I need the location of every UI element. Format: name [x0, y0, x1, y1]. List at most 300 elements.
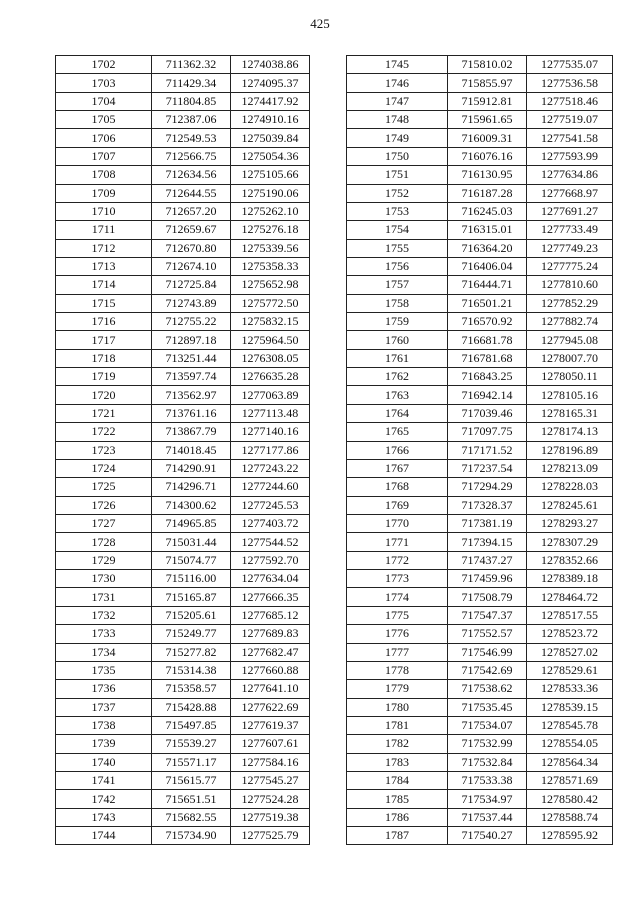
point-number-cell: 1770: [347, 514, 448, 532]
table-row: [347, 459, 613, 477]
table-row: [347, 202, 613, 220]
x-coordinate-cell: 717328.37: [448, 496, 527, 514]
point-number-cell: 1726: [56, 496, 152, 514]
point-number-cell: 1721: [56, 404, 152, 422]
point-number-cell: 1730: [56, 570, 152, 588]
x-coordinate-cell: 715277.82: [152, 643, 231, 661]
table-row: [347, 349, 613, 367]
x-coordinate-cell: 716315.01: [448, 221, 527, 239]
table-row: [347, 808, 613, 826]
x-coordinate-cell: 714296.71: [152, 478, 231, 496]
y-coordinate-cell: 1278464.72: [527, 588, 613, 606]
x-coordinate-cell: 717534.97: [448, 790, 527, 808]
point-number-cell: 1728: [56, 533, 152, 551]
point-number-cell: 1720: [56, 386, 152, 404]
table-row: [347, 827, 613, 845]
x-coordinate-cell: 715074.77: [152, 551, 231, 569]
x-coordinate-cell: 717547.37: [448, 606, 527, 624]
x-coordinate-cell: 712566.75: [152, 147, 231, 165]
table-row: [56, 147, 310, 165]
y-coordinate-cell: 1277810.60: [527, 276, 613, 294]
y-coordinate-cell: 1277535.07: [527, 56, 613, 74]
y-coordinate-cell: 1277545.27: [231, 772, 310, 790]
point-number-cell: 1776: [347, 625, 448, 643]
table-row: [56, 808, 310, 826]
y-coordinate-cell: 1277403.72: [231, 514, 310, 532]
table-row: [347, 92, 613, 110]
point-number-cell: 1744: [56, 827, 152, 845]
y-coordinate-cell: 1278165.31: [527, 404, 613, 422]
y-coordinate-cell: 1277063.89: [231, 386, 310, 404]
y-coordinate-cell: 1278529.61: [527, 661, 613, 679]
point-number-cell: 1769: [347, 496, 448, 514]
x-coordinate-cell: 717039.46: [448, 404, 527, 422]
table-row: [56, 533, 310, 551]
x-coordinate-cell: 717532.99: [448, 735, 527, 753]
x-coordinate-cell: 712725.84: [152, 276, 231, 294]
table-row: [56, 570, 310, 588]
x-coordinate-cell: 716681.78: [448, 331, 527, 349]
y-coordinate-cell: 1277177.86: [231, 441, 310, 459]
table-row: [56, 496, 310, 514]
table-row: [56, 661, 310, 679]
x-coordinate-cell: 711804.85: [152, 92, 231, 110]
point-number-cell: 1735: [56, 661, 152, 679]
x-coordinate-cell: 717533.38: [448, 772, 527, 790]
point-number-cell: 1763: [347, 386, 448, 404]
x-coordinate-cell: 712644.55: [152, 184, 231, 202]
x-coordinate-cell: 716187.28: [448, 184, 527, 202]
y-coordinate-cell: 1277634.04: [231, 570, 310, 588]
x-coordinate-cell: 715314.38: [152, 661, 231, 679]
x-coordinate-cell: 716009.31: [448, 129, 527, 147]
table-row: [56, 368, 310, 386]
y-coordinate-cell: 1275832.15: [231, 313, 310, 331]
point-number-cell: 1787: [347, 827, 448, 845]
y-coordinate-cell: 1277775.24: [527, 257, 613, 275]
table-row: [347, 74, 613, 92]
y-coordinate-cell: 1278533.36: [527, 680, 613, 698]
point-number-cell: 1771: [347, 533, 448, 551]
point-number-cell: 1759: [347, 313, 448, 331]
point-number-cell: 1707: [56, 147, 152, 165]
table-row: [56, 276, 310, 294]
x-coordinate-cell: 717437.27: [448, 551, 527, 569]
y-coordinate-cell: 1275276.18: [231, 221, 310, 239]
point-number-cell: 1743: [56, 808, 152, 826]
x-coordinate-cell: 711362.32: [152, 56, 231, 74]
point-number-cell: 1703: [56, 74, 152, 92]
point-number-cell: 1736: [56, 680, 152, 698]
y-coordinate-cell: 1277882.74: [527, 313, 613, 331]
y-coordinate-cell: 1275339.56: [231, 239, 310, 257]
y-coordinate-cell: 1277691.27: [527, 202, 613, 220]
x-coordinate-cell: 713867.79: [152, 423, 231, 441]
y-coordinate-cell: 1278245.61: [527, 496, 613, 514]
x-coordinate-cell: 717097.75: [448, 423, 527, 441]
y-coordinate-cell: 1276308.05: [231, 349, 310, 367]
x-coordinate-cell: 711429.34: [152, 74, 231, 92]
x-coordinate-cell: 712387.06: [152, 111, 231, 129]
y-coordinate-cell: 1278105.16: [527, 386, 613, 404]
y-coordinate-cell: 1277541.58: [527, 129, 613, 147]
point-number-cell: 1778: [347, 661, 448, 679]
x-coordinate-cell: 712674.10: [152, 257, 231, 275]
point-number-cell: 1765: [347, 423, 448, 441]
point-number-cell: 1717: [56, 331, 152, 349]
x-coordinate-cell: 712755.22: [152, 313, 231, 331]
point-number-cell: 1722: [56, 423, 152, 441]
point-number-cell: 1764: [347, 404, 448, 422]
x-coordinate-cell: 717546.99: [448, 643, 527, 661]
coordinates-table-left: [55, 55, 310, 845]
y-coordinate-cell: 1277641.10: [231, 680, 310, 698]
y-coordinate-cell: 1277524.28: [231, 790, 310, 808]
point-number-cell: 1708: [56, 166, 152, 184]
table-row: [347, 496, 613, 514]
x-coordinate-cell: 712634.56: [152, 166, 231, 184]
table-row: [56, 423, 310, 441]
y-coordinate-cell: 1274038.86: [231, 56, 310, 74]
x-coordinate-cell: 715615.77: [152, 772, 231, 790]
point-number-cell: 1734: [56, 643, 152, 661]
table-row: [56, 514, 310, 532]
x-coordinate-cell: 716570.92: [448, 313, 527, 331]
point-number-cell: 1714: [56, 276, 152, 294]
x-coordinate-cell: 717538.62: [448, 680, 527, 698]
x-coordinate-cell: 715249.77: [152, 625, 231, 643]
point-number-cell: 1704: [56, 92, 152, 110]
table-row: [347, 680, 613, 698]
table-row: [347, 221, 613, 239]
point-number-cell: 1710: [56, 202, 152, 220]
table-row: [56, 184, 310, 202]
point-number-cell: 1781: [347, 716, 448, 734]
point-number-cell: 1750: [347, 147, 448, 165]
x-coordinate-cell: 714290.91: [152, 459, 231, 477]
table-row: [347, 570, 613, 588]
table-row: [347, 551, 613, 569]
y-coordinate-cell: 1277682.47: [231, 643, 310, 661]
y-coordinate-cell: 1277685.12: [231, 606, 310, 624]
x-coordinate-cell: 717459.96: [448, 570, 527, 588]
table-row: [56, 716, 310, 734]
table-row: [347, 276, 613, 294]
point-number-cell: 1715: [56, 294, 152, 312]
y-coordinate-cell: 1278527.02: [527, 643, 613, 661]
y-coordinate-cell: 1277593.99: [527, 147, 613, 165]
x-coordinate-cell: 717542.69: [448, 661, 527, 679]
table-row: [56, 698, 310, 716]
x-coordinate-cell: 713251.44: [152, 349, 231, 367]
y-coordinate-cell: 1277607.61: [231, 735, 310, 753]
point-number-cell: 1755: [347, 239, 448, 257]
table-row: [347, 166, 613, 184]
table-row: [347, 790, 613, 808]
x-coordinate-cell: 717540.27: [448, 827, 527, 845]
table-row: [347, 294, 613, 312]
table-row: [56, 386, 310, 404]
point-number-cell: 1733: [56, 625, 152, 643]
table-row: [347, 588, 613, 606]
table-row: [56, 404, 310, 422]
y-coordinate-cell: 1278588.74: [527, 808, 613, 826]
y-coordinate-cell: 1277619.37: [231, 716, 310, 734]
y-coordinate-cell: 1278571.69: [527, 772, 613, 790]
y-coordinate-cell: 1277660.88: [231, 661, 310, 679]
x-coordinate-cell: 717381.19: [448, 514, 527, 532]
table-row: [347, 313, 613, 331]
x-coordinate-cell: 715571.17: [152, 753, 231, 771]
y-coordinate-cell: 1277749.23: [527, 239, 613, 257]
page-number: 425: [310, 16, 330, 31]
x-coordinate-cell: 716781.68: [448, 349, 527, 367]
point-number-cell: 1748: [347, 111, 448, 129]
x-coordinate-cell: 714965.85: [152, 514, 231, 532]
table-row: [56, 772, 310, 790]
table-row: [56, 441, 310, 459]
y-coordinate-cell: 1278539.15: [527, 698, 613, 716]
table-row: [56, 294, 310, 312]
point-number-cell: 1753: [347, 202, 448, 220]
y-coordinate-cell: 1277622.69: [231, 698, 310, 716]
x-coordinate-cell: 716843.25: [448, 368, 527, 386]
y-coordinate-cell: 1278545.78: [527, 716, 613, 734]
point-number-cell: 1773: [347, 570, 448, 588]
table-row: [56, 349, 310, 367]
x-coordinate-cell: 713562.97: [152, 386, 231, 404]
x-coordinate-cell: 716364.20: [448, 239, 527, 257]
y-coordinate-cell: 1277592.70: [231, 551, 310, 569]
y-coordinate-cell: 1274417.92: [231, 92, 310, 110]
point-number-cell: 1738: [56, 716, 152, 734]
y-coordinate-cell: 1276635.28: [231, 368, 310, 386]
table-row: [56, 202, 310, 220]
x-coordinate-cell: 717535.45: [448, 698, 527, 716]
x-coordinate-cell: 716130.95: [448, 166, 527, 184]
table-row: [56, 129, 310, 147]
table-row: [56, 459, 310, 477]
table-row: [56, 239, 310, 257]
table-row: [56, 827, 310, 845]
point-number-cell: 1706: [56, 129, 152, 147]
x-coordinate-cell: 712743.89: [152, 294, 231, 312]
y-coordinate-cell: 1277634.86: [527, 166, 613, 184]
y-coordinate-cell: 1275964.50: [231, 331, 310, 349]
y-coordinate-cell: 1278595.92: [527, 827, 613, 845]
y-coordinate-cell: 1277243.22: [231, 459, 310, 477]
table-row: [56, 625, 310, 643]
table-row: [347, 753, 613, 771]
point-number-cell: 1774: [347, 588, 448, 606]
table-row: [347, 478, 613, 496]
point-number-cell: 1723: [56, 441, 152, 459]
table-row: [56, 753, 310, 771]
y-coordinate-cell: 1278564.34: [527, 753, 613, 771]
x-coordinate-cell: 712659.67: [152, 221, 231, 239]
point-number-cell: 1751: [347, 166, 448, 184]
table-row: [347, 184, 613, 202]
table-row: [56, 478, 310, 496]
x-coordinate-cell: 715961.65: [448, 111, 527, 129]
x-coordinate-cell: 715539.27: [152, 735, 231, 753]
x-coordinate-cell: 715682.55: [152, 808, 231, 826]
point-number-cell: 1725: [56, 478, 152, 496]
point-number-cell: 1783: [347, 753, 448, 771]
x-coordinate-cell: 714018.45: [152, 441, 231, 459]
point-number-cell: 1741: [56, 772, 152, 790]
x-coordinate-cell: 715651.51: [152, 790, 231, 808]
x-coordinate-cell: 715497.85: [152, 716, 231, 734]
table-row: [347, 147, 613, 165]
x-coordinate-cell: 715031.44: [152, 533, 231, 551]
y-coordinate-cell: 1278389.18: [527, 570, 613, 588]
table-row: [56, 735, 310, 753]
table-row: [347, 533, 613, 551]
point-number-cell: 1718: [56, 349, 152, 367]
point-number-cell: 1742: [56, 790, 152, 808]
y-coordinate-cell: 1275054.36: [231, 147, 310, 165]
table-row: [347, 514, 613, 532]
y-coordinate-cell: 1275262.10: [231, 202, 310, 220]
point-number-cell: 1758: [347, 294, 448, 312]
x-coordinate-cell: 715428.88: [152, 698, 231, 716]
table-row: [347, 441, 613, 459]
point-number-cell: 1772: [347, 551, 448, 569]
point-number-cell: 1768: [347, 478, 448, 496]
point-number-cell: 1724: [56, 459, 152, 477]
x-coordinate-cell: 712549.53: [152, 129, 231, 147]
table-row: [56, 680, 310, 698]
x-coordinate-cell: 713597.74: [152, 368, 231, 386]
x-coordinate-cell: 717171.52: [448, 441, 527, 459]
y-coordinate-cell: 1275358.33: [231, 257, 310, 275]
table-row: [347, 386, 613, 404]
point-number-cell: 1757: [347, 276, 448, 294]
point-number-cell: 1705: [56, 111, 152, 129]
x-coordinate-cell: 712657.20: [152, 202, 231, 220]
y-coordinate-cell: 1278213.09: [527, 459, 613, 477]
table-row: [56, 166, 310, 184]
point-number-cell: 1716: [56, 313, 152, 331]
table-row: [347, 239, 613, 257]
table-row: [347, 423, 613, 441]
table-row: [347, 625, 613, 643]
x-coordinate-cell: 716406.04: [448, 257, 527, 275]
y-coordinate-cell: 1277518.46: [527, 92, 613, 110]
point-number-cell: 1732: [56, 606, 152, 624]
y-coordinate-cell: 1277668.97: [527, 184, 613, 202]
point-number-cell: 1775: [347, 606, 448, 624]
table-row: [347, 661, 613, 679]
table-row: [56, 551, 310, 569]
y-coordinate-cell: 1277945.08: [527, 331, 613, 349]
y-coordinate-cell: 1277666.35: [231, 588, 310, 606]
point-number-cell: 1754: [347, 221, 448, 239]
x-coordinate-cell: 715855.97: [448, 74, 527, 92]
table-row: [56, 56, 310, 74]
y-coordinate-cell: 1278007.70: [527, 349, 613, 367]
x-coordinate-cell: 717537.44: [448, 808, 527, 826]
x-coordinate-cell: 713761.16: [152, 404, 231, 422]
point-number-cell: 1731: [56, 588, 152, 606]
table-row: [56, 790, 310, 808]
y-coordinate-cell: 1278293.27: [527, 514, 613, 532]
table-row: [347, 643, 613, 661]
y-coordinate-cell: 1275652.98: [231, 276, 310, 294]
y-coordinate-cell: 1277245.53: [231, 496, 310, 514]
point-number-cell: 1767: [347, 459, 448, 477]
table-row: [347, 698, 613, 716]
y-coordinate-cell: 1277852.29: [527, 294, 613, 312]
x-coordinate-cell: 715810.02: [448, 56, 527, 74]
y-coordinate-cell: 1274095.37: [231, 74, 310, 92]
y-coordinate-cell: 1278050.11: [527, 368, 613, 386]
x-coordinate-cell: 717552.57: [448, 625, 527, 643]
table-row: [347, 368, 613, 386]
y-coordinate-cell: 1275105.66: [231, 166, 310, 184]
point-number-cell: 1745: [347, 56, 448, 74]
x-coordinate-cell: 715912.81: [448, 92, 527, 110]
y-coordinate-cell: 1277536.58: [527, 74, 613, 92]
point-number-cell: 1711: [56, 221, 152, 239]
point-number-cell: 1746: [347, 74, 448, 92]
point-number-cell: 1709: [56, 184, 152, 202]
table-row: [347, 772, 613, 790]
point-number-cell: 1713: [56, 257, 152, 275]
y-coordinate-cell: 1278307.29: [527, 533, 613, 551]
x-coordinate-cell: 714300.62: [152, 496, 231, 514]
point-number-cell: 1737: [56, 698, 152, 716]
table-row: [347, 716, 613, 734]
y-coordinate-cell: 1278196.89: [527, 441, 613, 459]
table-row: [56, 643, 310, 661]
x-coordinate-cell: 715165.87: [152, 588, 231, 606]
point-number-cell: 1784: [347, 772, 448, 790]
y-coordinate-cell: 1278554.05: [527, 735, 613, 753]
point-number-cell: 1729: [56, 551, 152, 569]
x-coordinate-cell: 716076.16: [448, 147, 527, 165]
table-row: [56, 331, 310, 349]
y-coordinate-cell: 1278228.03: [527, 478, 613, 496]
point-number-cell: 1749: [347, 129, 448, 147]
point-number-cell: 1712: [56, 239, 152, 257]
y-coordinate-cell: 1278352.66: [527, 551, 613, 569]
x-coordinate-cell: 717532.84: [448, 753, 527, 771]
point-number-cell: 1740: [56, 753, 152, 771]
point-number-cell: 1747: [347, 92, 448, 110]
x-coordinate-cell: 717237.54: [448, 459, 527, 477]
y-coordinate-cell: 1275772.50: [231, 294, 310, 312]
y-coordinate-cell: 1275039.84: [231, 129, 310, 147]
table-row: [347, 606, 613, 624]
point-number-cell: 1760: [347, 331, 448, 349]
y-coordinate-cell: 1278523.72: [527, 625, 613, 643]
x-coordinate-cell: 717294.29: [448, 478, 527, 496]
y-coordinate-cell: 1274910.16: [231, 111, 310, 129]
point-number-cell: 1780: [347, 698, 448, 716]
point-number-cell: 1779: [347, 680, 448, 698]
y-coordinate-cell: 1277113.48: [231, 404, 310, 422]
x-coordinate-cell: 715358.57: [152, 680, 231, 698]
point-number-cell: 1761: [347, 349, 448, 367]
table-row: [347, 257, 613, 275]
table-row: [56, 74, 310, 92]
x-coordinate-cell: 716501.21: [448, 294, 527, 312]
point-number-cell: 1786: [347, 808, 448, 826]
table-row: [56, 313, 310, 331]
x-coordinate-cell: 717534.07: [448, 716, 527, 734]
